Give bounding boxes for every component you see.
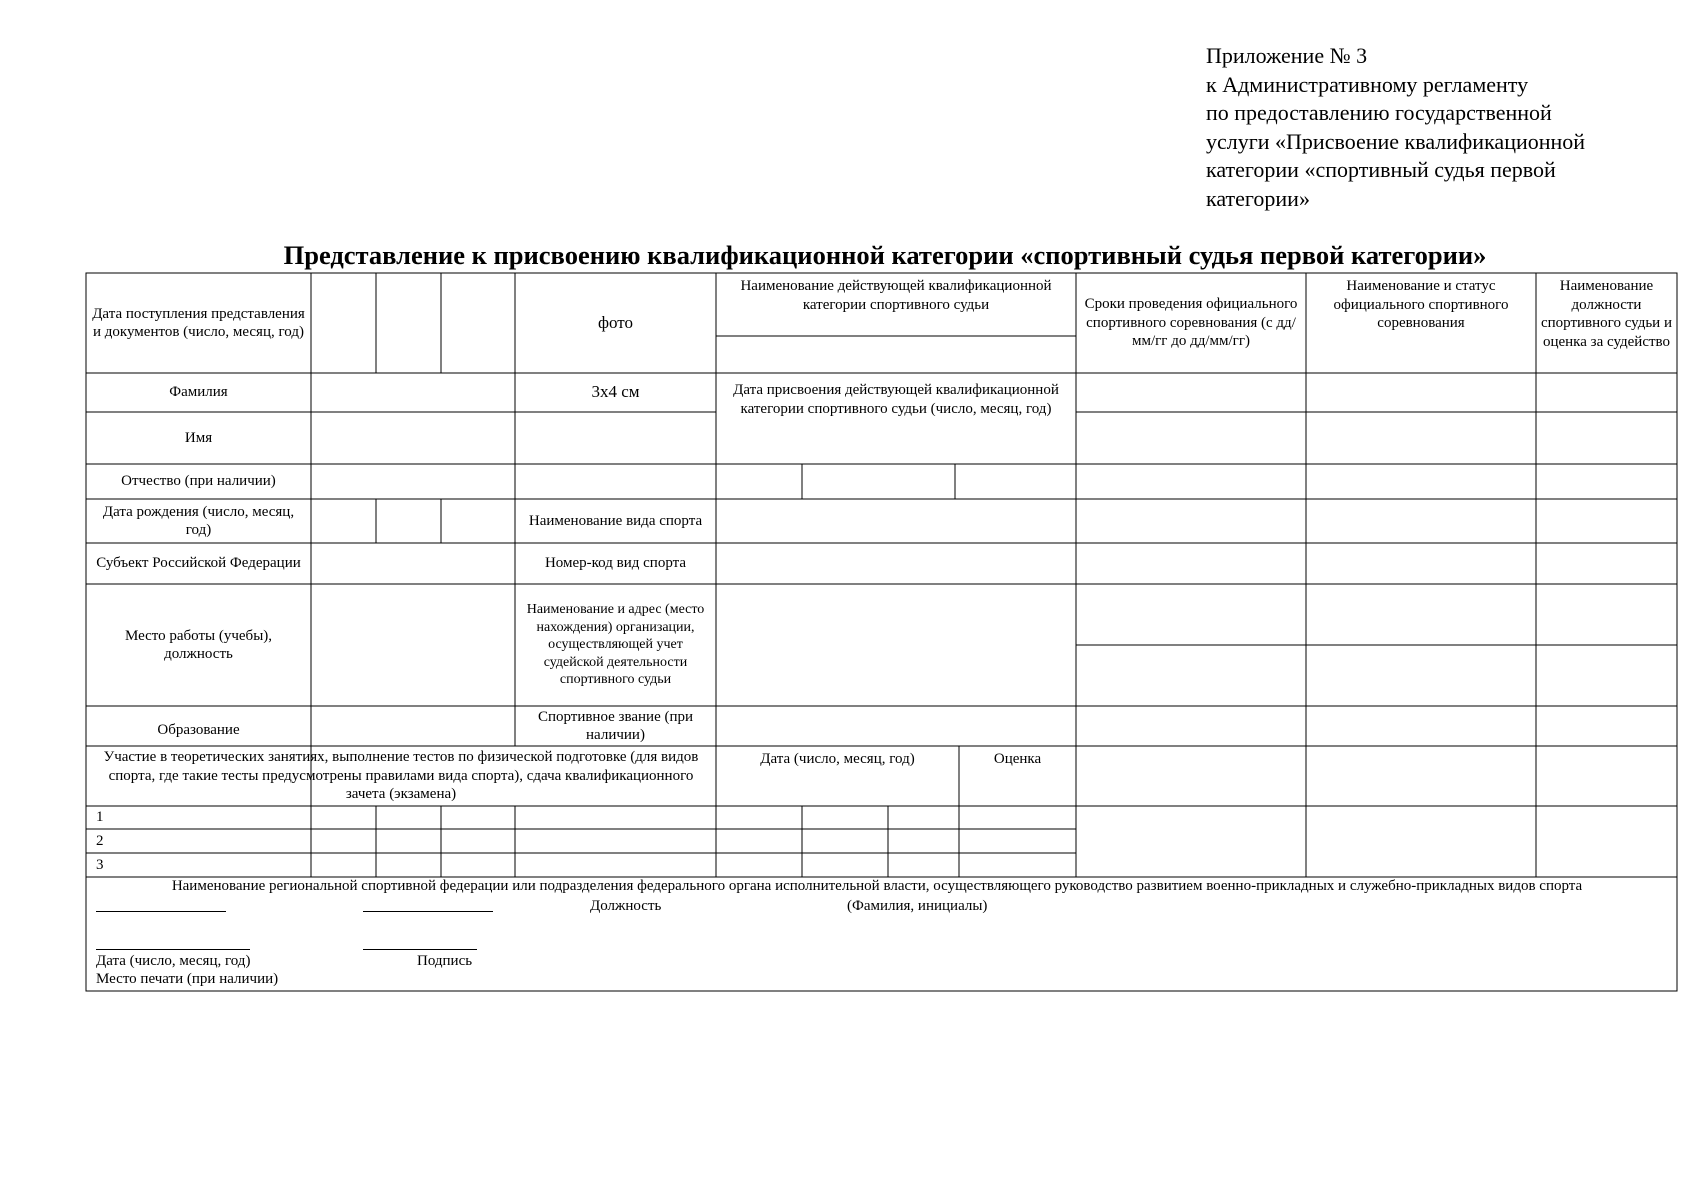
appendix-line: услуги «Присвоение квалификационной: [1206, 128, 1586, 154]
photo-label: фото: [598, 312, 633, 332]
org-address-label: Наименование и адрес (место нахождения) организации, осуществляющей учет судейской деятельности спортивного судьи: [526, 602, 705, 688]
position-score-header: Наименование должности спортивного судьи и оценка за судейство: [1540, 278, 1672, 350]
competition-dates-header: Сроки проведения официального спортивного соревнования (с дд/мм/гг до дд/мм/гг): [1084, 296, 1298, 350]
sport-name-label: Наименование вида спорта: [528, 512, 703, 529]
participation-label: Участие в теоретических занятиях, выполнение тестов по физической подготовке (для видов спорта, где такие тесты предусмотрены правилами вида спорта), сдача квалификационного зачета (экзамена): [103, 749, 699, 802]
sport-code-label: Номер-код вид спорта: [544, 555, 687, 572]
signature-caption: Подпись: [417, 953, 473, 969]
current-category-label: Наименование действующей квалификационной категории спортивного судьи: [740, 278, 1052, 313]
birth-date-label: Дата рождения (число, месяц, год): [102, 503, 295, 538]
appendix-line: Приложение № 3: [1206, 43, 1368, 68]
education-label: Образование: [157, 721, 240, 738]
name-label: Имя: [184, 429, 213, 446]
participation-row-number: 3: [96, 856, 104, 873]
appendix-line: категории»: [1206, 185, 1310, 211]
patronymic-label: Отчество (при наличии): [121, 473, 276, 490]
workplace-label: Место работы (учебы), должность: [124, 627, 273, 662]
appendix-line: по предоставлению государственной: [1206, 100, 1552, 125]
surname-label: Фамилия: [169, 384, 228, 401]
signature-line: [363, 949, 477, 950]
stamp-caption: Место печати (при наличии): [96, 971, 279, 987]
signature-line: [363, 911, 493, 912]
date-received-label: Дата поступления представления и документов (число, месяц, год): [92, 305, 305, 340]
name-caption: (Фамилия, инициалы): [847, 898, 988, 914]
participation-row-number: 2: [96, 832, 104, 849]
region-label: Субъект Российской Федерации: [96, 555, 301, 572]
photo-size-label: 3х4 см: [591, 382, 640, 402]
sport-title-label: Спортивное звание (при наличии): [537, 708, 694, 743]
signature-line: [96, 911, 226, 912]
competition-name-header: Наименование и статус официального спортивного соревнования: [1333, 278, 1509, 331]
category-date-label: Дата присвоения действующей квалификационной категории спортивного судьи (число, месяц, год): [733, 382, 1059, 417]
appendix-line: к Административному регламенту: [1206, 71, 1529, 97]
appendix-line: категории «спортивный судья первой: [1206, 157, 1556, 182]
federation-label: Наименование региональной спортивной федерации или подразделения федерального органа исполнительной власти, осуществляющего руководство развитием военно-прикладных и служебно-прикладных видов спорта: [171, 878, 1583, 894]
participation-row-number: 1: [96, 809, 104, 826]
participation-score-header: Оценка: [993, 751, 1042, 767]
form-title: Представление к присвоению квалификационной категории «спортивный судья первой категории»: [283, 240, 1487, 270]
date-caption: Дата (число, месяц, год): [96, 953, 251, 969]
position-caption: Должность: [590, 898, 662, 914]
date-line: [96, 949, 250, 950]
participation-date-header: Дата (число, месяц, год): [760, 751, 915, 767]
